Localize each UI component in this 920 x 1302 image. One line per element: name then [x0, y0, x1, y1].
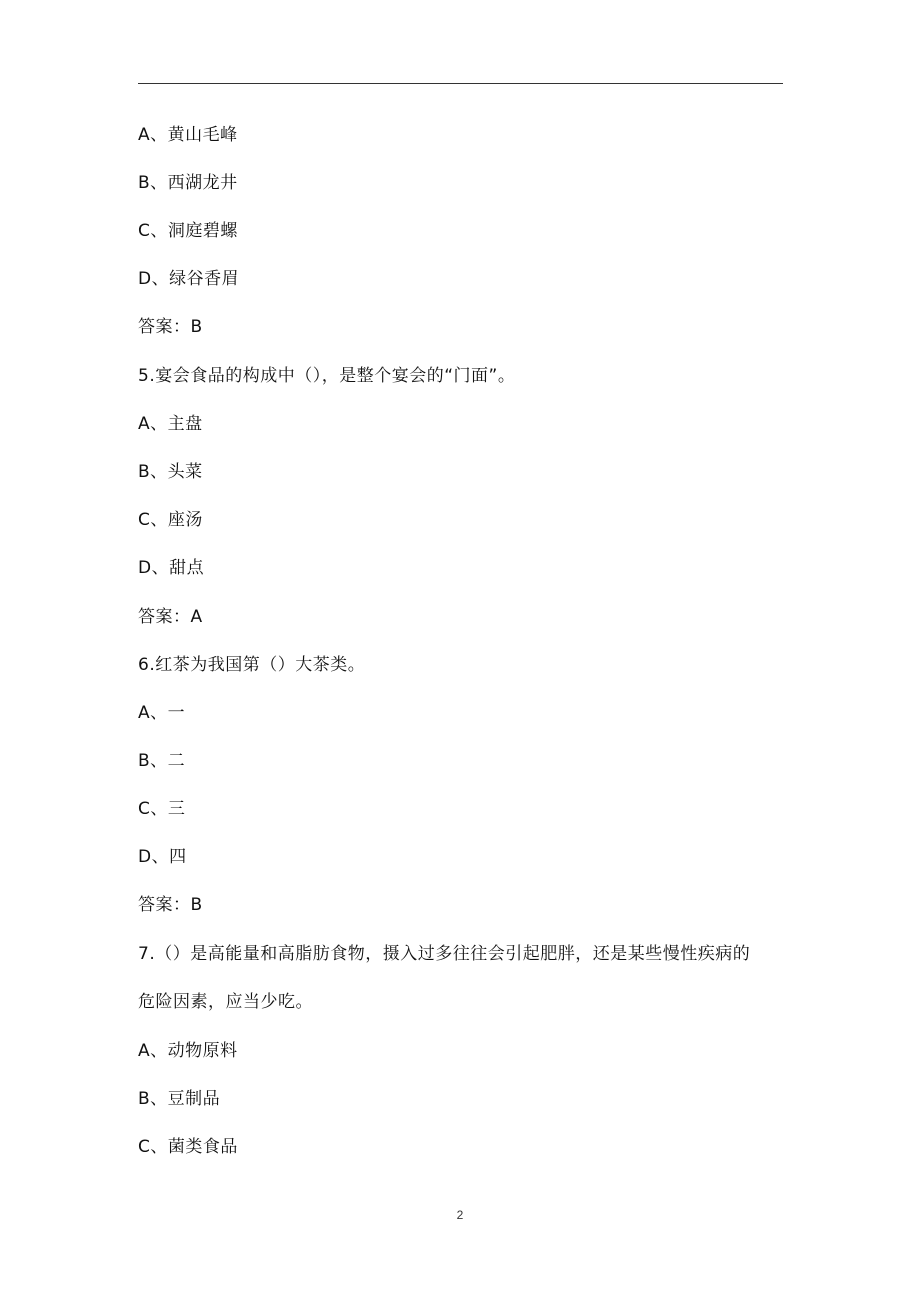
q5-option-d: D、甜点	[138, 558, 205, 578]
page-number: 2	[456, 1208, 464, 1222]
q6-question: 6.红茶为我国第（）大茶类。	[138, 655, 366, 675]
q4-option-b: B、西湖龙井	[138, 173, 238, 193]
q6-answer: 答案：B	[138, 895, 203, 915]
q7-question-line2: 危险因素，应当少吃。	[138, 992, 313, 1012]
q4-option-c: C、洞庭碧螺	[138, 221, 238, 241]
q7-option-c: C、菌类食品	[138, 1137, 238, 1157]
q5-answer: 答案：A	[138, 607, 203, 627]
q7-option-a: A、动物原料	[138, 1041, 238, 1061]
q5-option-a: A、主盘	[138, 414, 203, 434]
q7-option-b: B、豆制品	[138, 1089, 221, 1109]
q5-option-b: B、头菜	[138, 462, 203, 482]
q4-option-d: D、绿谷香眉	[138, 269, 240, 289]
q6-option-b: B、二	[138, 751, 186, 771]
header-rule	[138, 83, 783, 84]
q5-question: 5.宴会食品的构成中（），是整个宴会的“门面”。	[138, 366, 516, 386]
q6-option-a: A、一	[138, 703, 186, 723]
q5-option-c: C、座汤	[138, 510, 203, 530]
q6-option-c: C、三	[138, 799, 186, 819]
q6-option-d: D、四	[138, 847, 187, 867]
q7-question-line1: 7.（）是高能量和高脂肪食物，摄入过多往往会引起肥胖，还是某些慢性疾病的	[138, 944, 751, 964]
q4-option-a: A、黄山毛峰	[138, 125, 238, 145]
q4-answer: 答案：B	[138, 317, 203, 337]
